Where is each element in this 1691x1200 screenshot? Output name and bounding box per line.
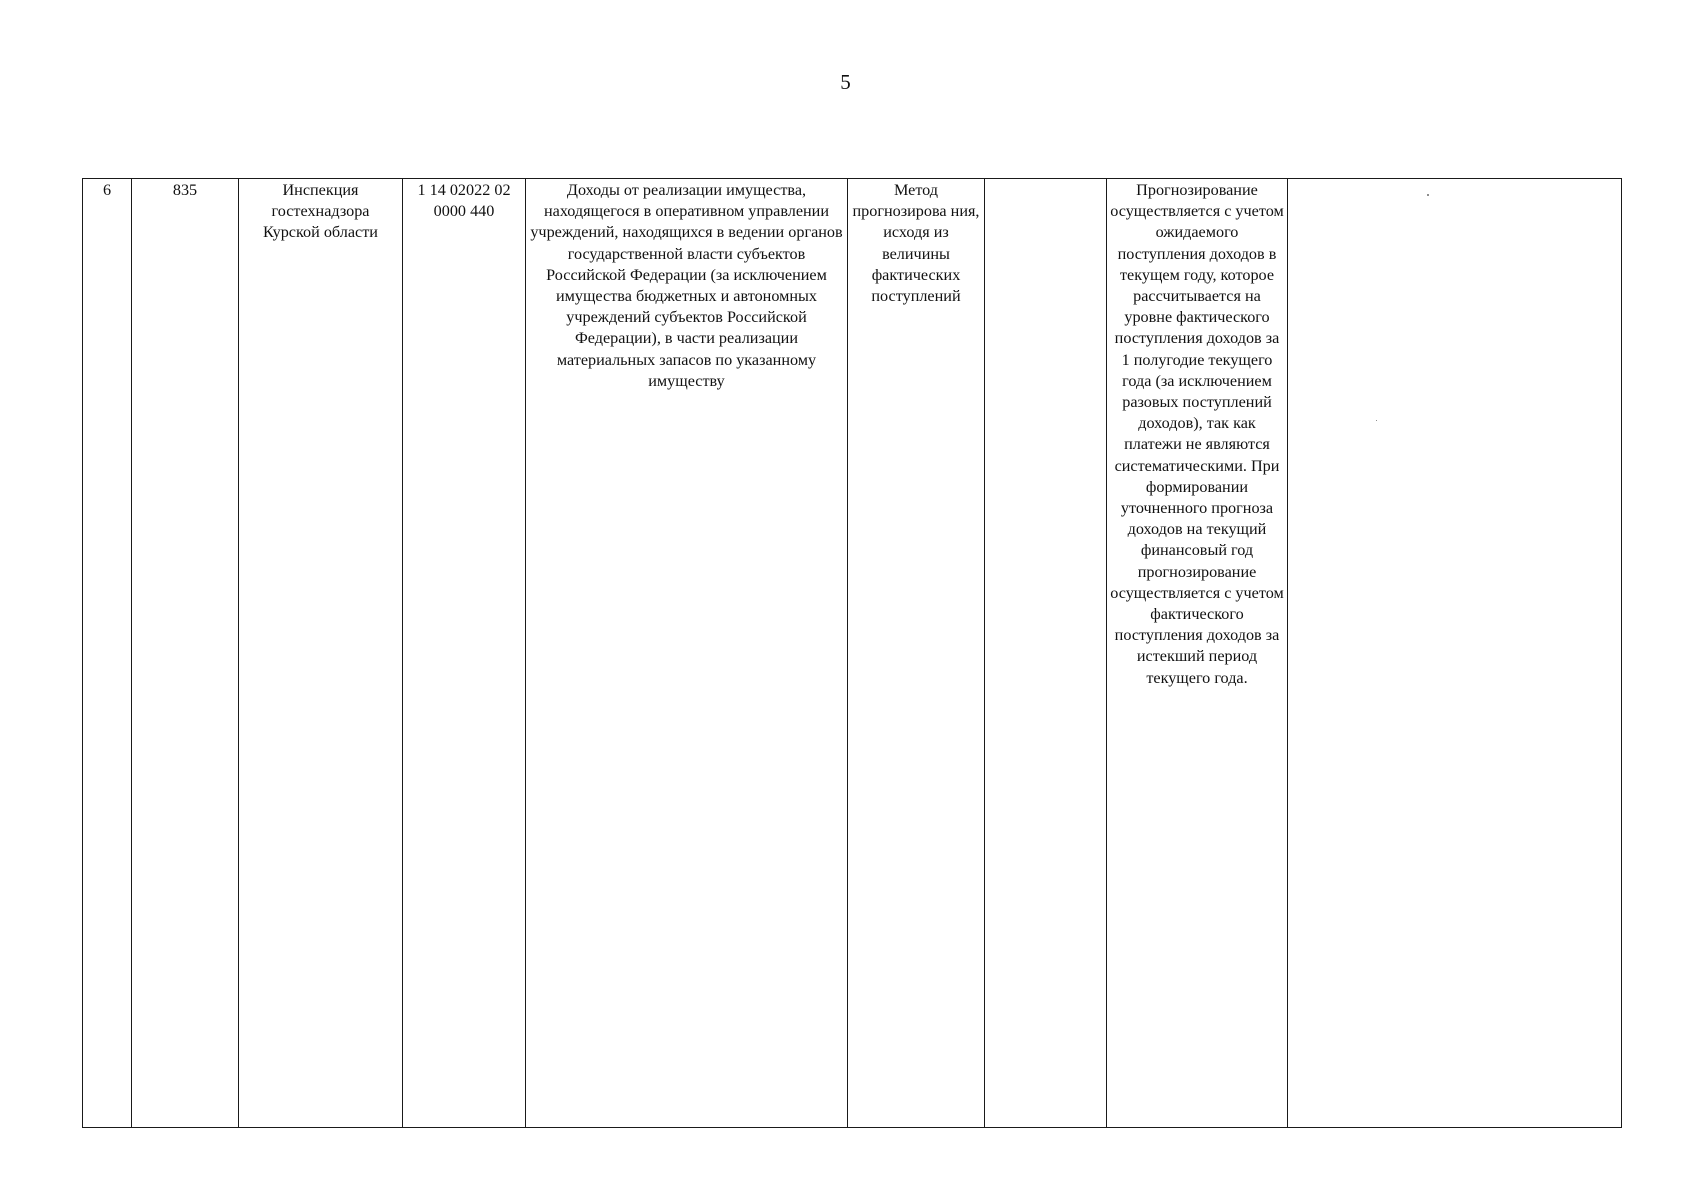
kbk-code-cell: 1 14 02022 02 0000 440: [403, 179, 526, 1128]
scan-speck: [1376, 420, 1377, 421]
scan-speck: [1427, 194, 1429, 196]
calculation-method-cell: Метод прогнозирова ния, исходя из величины фактических поступлений: [848, 179, 985, 1128]
page-number: 5: [840, 70, 851, 94]
notes-cell: [1288, 179, 1622, 1128]
revenue-forecast-table: [82, 178, 1622, 1128]
formula-cell: [985, 179, 1107, 1128]
admin-name-cell: Инспекция гостехнадзора Курской области: [239, 179, 403, 1128]
row-number-cell: 6: [83, 179, 132, 1128]
algorithm-cell: Прогнозирование осуществляется с учетом ожидаемого поступления доходов в текущем году, которое рассчитывается на уровне фактического поступления доходов за 1 полугодие текущего года (за исключением разовых поступлений доходов), так как платежи не являются систематическими. При формировании уточненного прогноза доходов на текущий финансовый год прогнозирование осуществляется с учетом фактического поступления доходов за истекший период текущего года.: [1107, 179, 1288, 1128]
revenue-description-cell: Доходы от реализации имущества, находящегося в оперативном управлении учреждений, находящихся в ведении органов государственной власти субъектов Российской Федерации (за исключением имущества бюджетных и автономных учреждений субъектов Российской Федерации), в части реализации материальных запасов по указанному имуществу: [526, 179, 848, 1128]
table-row: [83, 179, 1622, 1128]
admin-code-cell: 835: [132, 179, 239, 1128]
